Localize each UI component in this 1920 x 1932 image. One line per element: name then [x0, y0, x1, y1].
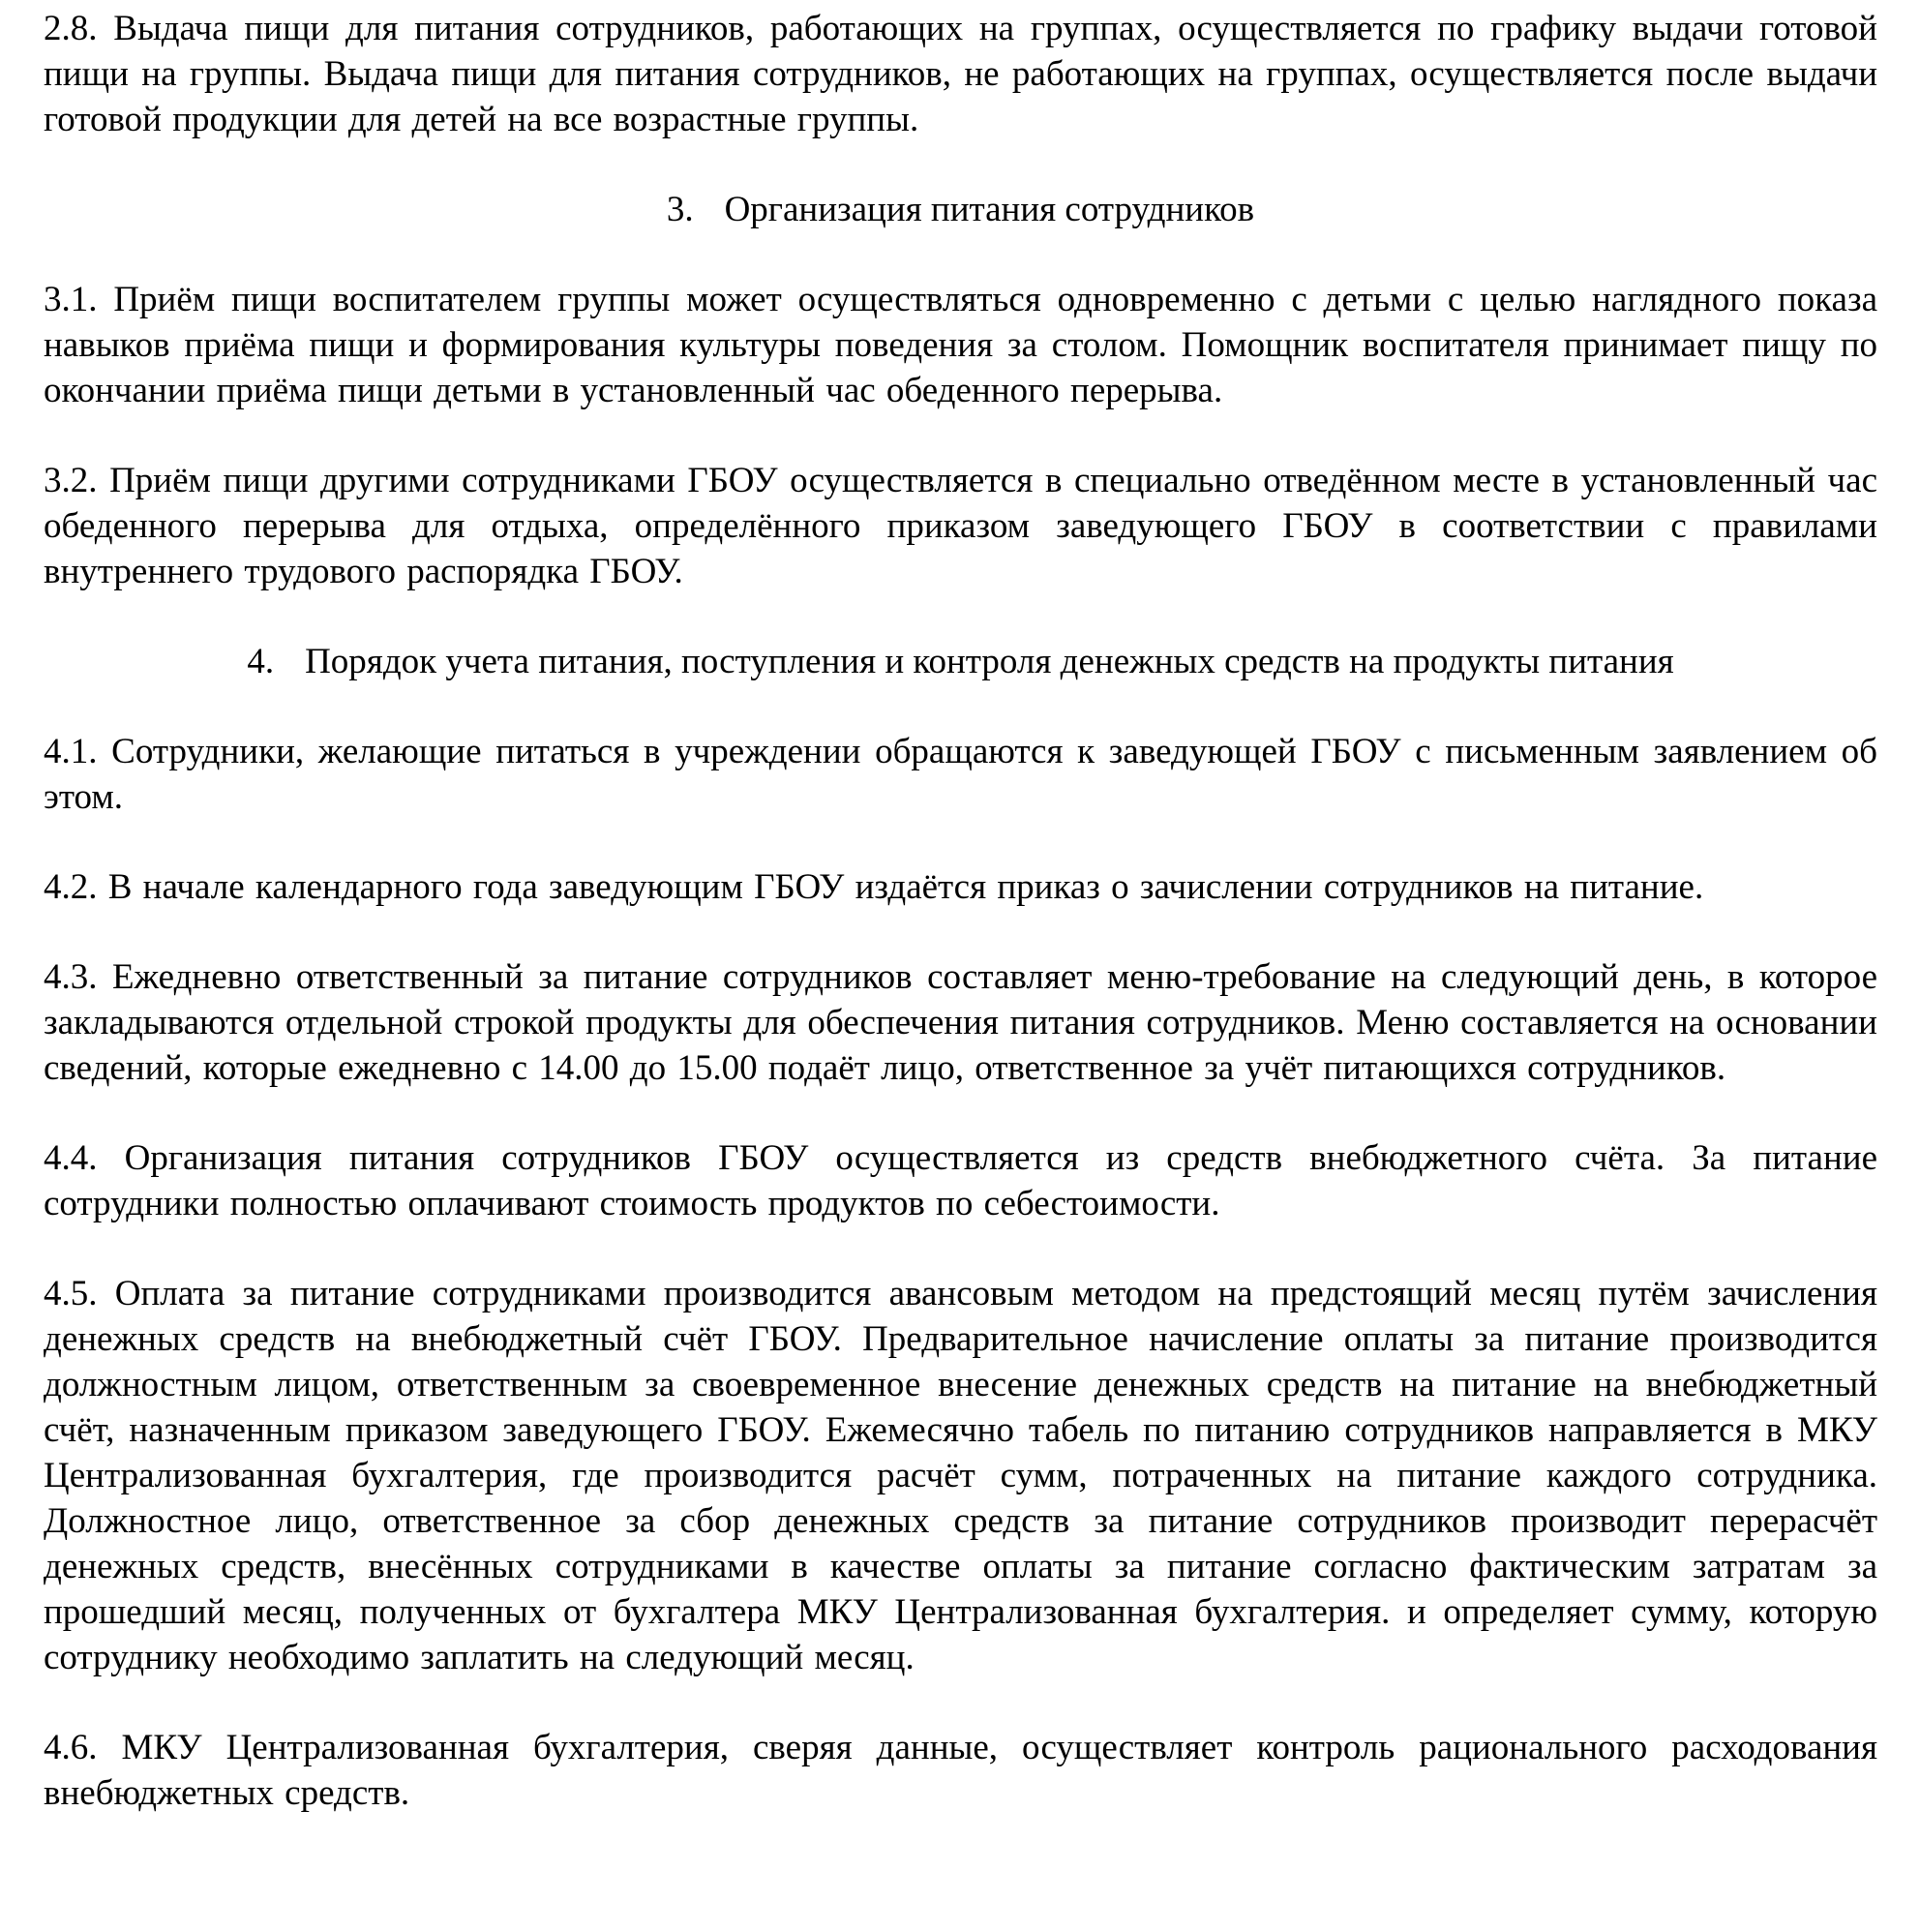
paragraph-3-1: 3.1. Приём пищи воспитателем группы может осуществляться одновременно с детьми с целью наглядного показа навыков приёма пищи и формирования культуры поведения за столом. Помощник воспитателя принимает пищу по окончании приёма пищи детьми в установленный час обеденного перерыва. [44, 280, 1877, 410]
paragraph-2-8: 2.8. Выдача пищи для питания сотрудников, работающих на группах, осуществляется по графику выдачи готовой пищи на группы. Выдача пищи для питания сотрудников, не работающих на группах, осуществляется после выдачи готовой продукции для детей на все возрастные группы. [44, 9, 1877, 139]
section-heading-4-title: Порядок учета питания, поступления и контроля денежных средств на продукты питания [305, 642, 1674, 681]
paragraph-4-2: 4.2. В начале календарного года заведующим ГБОУ издаётся приказ о зачислении сотрудников на питание. [44, 867, 1704, 907]
paragraph-3-2: 3.2. Приём пищи другими сотрудниками ГБОУ осуществляется в специально отведённом месте в установленный час обеденного перерыва для отдыха, определённого приказом заведующего ГБОУ в соответствии с правилами внутреннего трудового распорядка ГБОУ. [44, 461, 1877, 591]
paragraph-4-3: 4.3. Ежедневно ответственный за питание сотрудников составляет меню-требование на следующий день, в которое закладываются отдельной строкой продукты для обеспечения питания сотрудников. Меню составляется на основании сведений, которые ежедневно с 14.00 до 15.00 подаёт лицо, ответственное за учёт питающихся сотрудников. [44, 957, 1877, 1088]
section-heading-4-number: 4. [247, 642, 275, 681]
paragraph-4-4: 4.4. Организация питания сотрудников ГБОУ осуществляется из средств внебюджетного счёта. За питание сотрудники полностью оплачивают стоимость продуктов по себестоимости. [44, 1138, 1877, 1223]
paragraph-4-5: 4.5. Оплата за питание сотрудниками производится авансовым методом на предстоящий месяц путём зачисления денежных средств на внебюджетный счёт ГБОУ. Предварительное начисление оплаты за питание производится должностным лицом, ответственным за своевременное внесение денежных средств на питание на внебюджетный счёт, назначенным приказом заведующего ГБОУ. Ежемесячно табель по питанию сотрудников направляется в МКУ Централизованная бухгалтерия, где производится расчёт сумм, потраченных на питание каждого сотрудника. Должностное лицо, ответственное за сбор денежных средств за питание сотрудников производит перерасчёт денежных средств, внесённых сотрудниками в качестве оплаты за питание согласно фактическим затратам за прошедший месяц, полученных от бухгалтера МКУ Централизованная бухгалтерия. и определяет сумму, которую сотруднику необходимо заплатить на следующий месяц. [44, 1274, 1877, 1677]
section-heading-3 [44, 187, 1877, 232]
paragraph-4-1: 4.1. Сотрудники, желающие питаться в учреждении обращаются к заведующей ГБОУ с письменным заявлением об этом. [44, 732, 1877, 817]
section-heading-3-title: Организация питания сотрудников [724, 190, 1255, 229]
section-heading-4 [44, 639, 1877, 684]
section-heading-3-number: 3. [666, 190, 694, 229]
paragraph-4-6: 4.6. МКУ Централизованная бухгалтерия, сверяя данные, осуществляет контроль рационального расходования внебюджетных средств. [44, 1728, 1877, 1813]
